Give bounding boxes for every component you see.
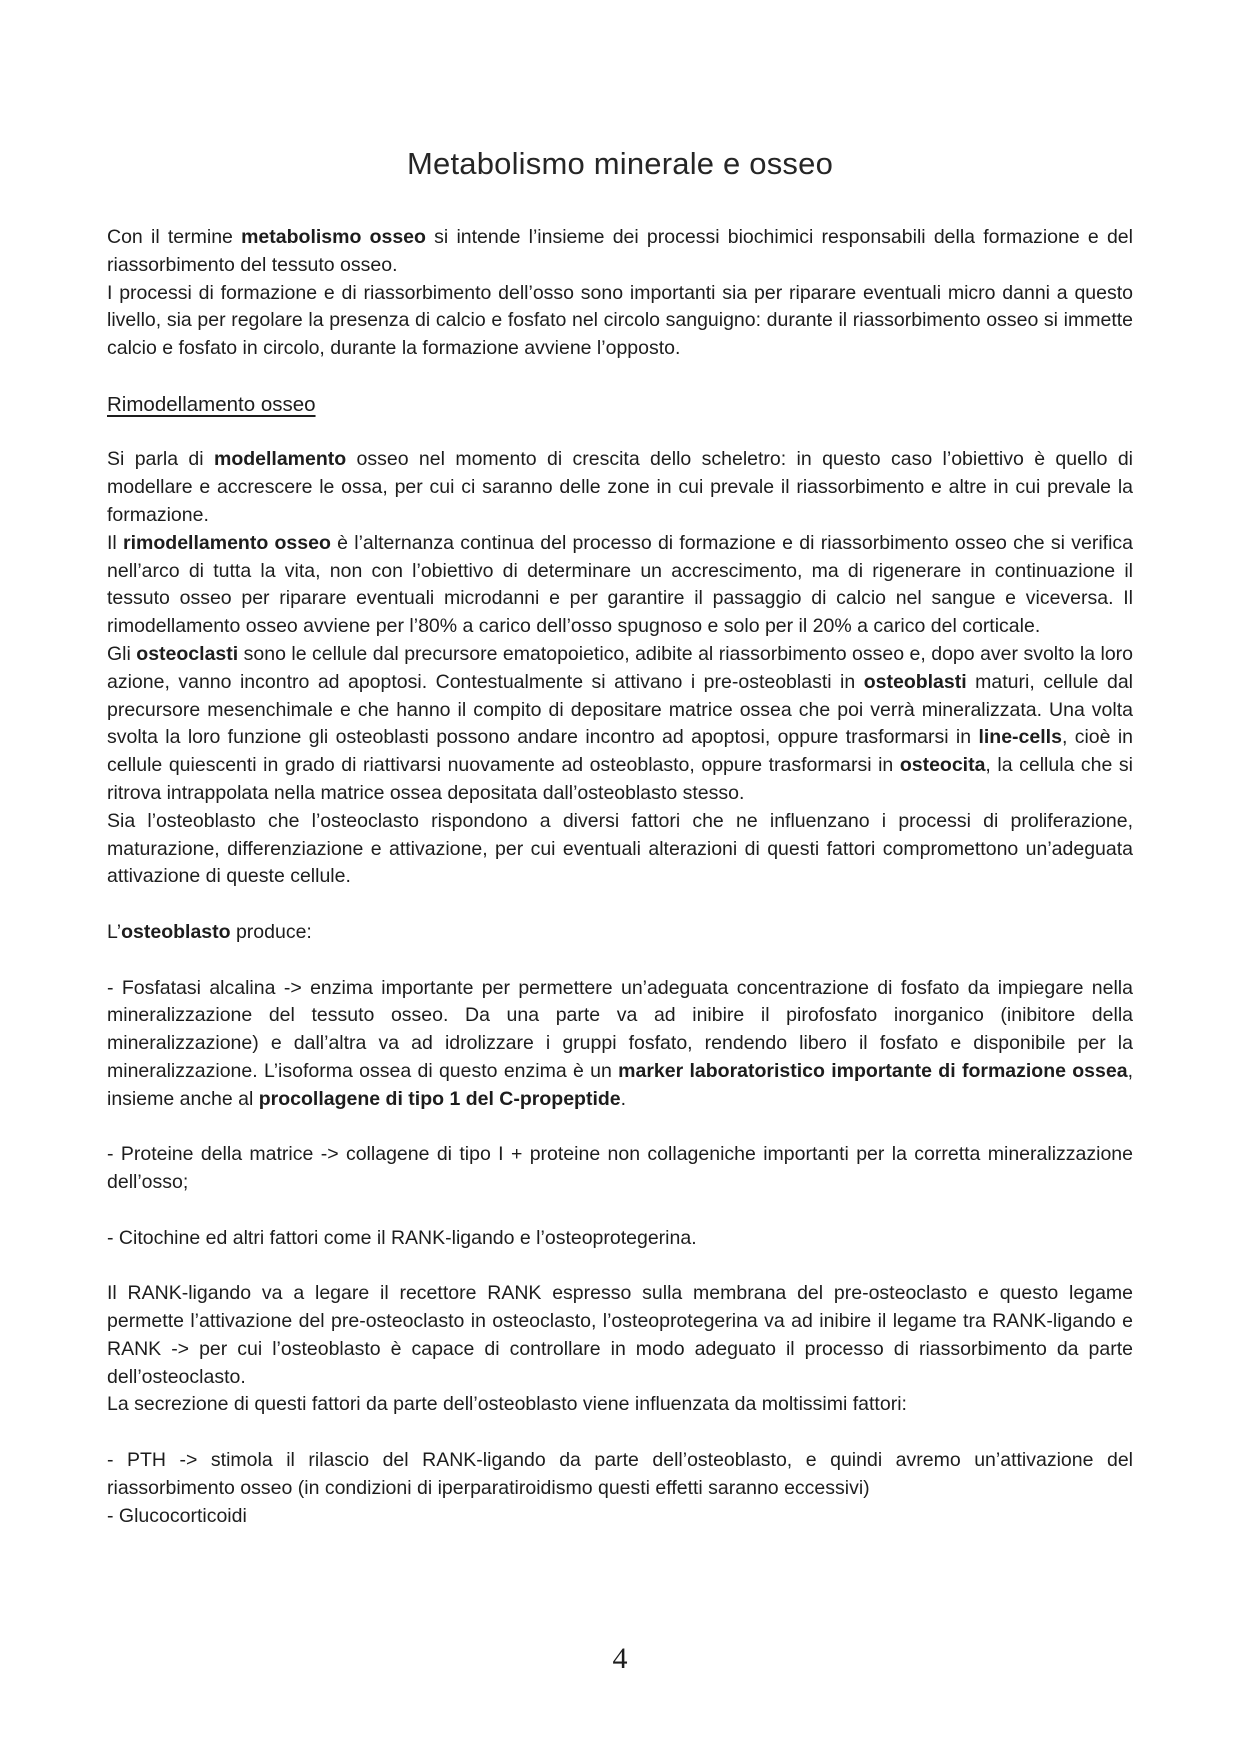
paragraph bbox=[107, 224, 1133, 280]
paragraph bbox=[107, 919, 1133, 947]
blank-line bbox=[107, 363, 1133, 391]
text-run: Sia l’osteoblasto che l’osteoclasto rispondono a diversi fattori che ne influenzano i processi di proliferazione, maturazione, differenziazione e attivazione, per cui eventuali alterazioni di questi fattori compromettono un’adeguata attivazione di queste cellule. bbox=[107, 809, 1133, 888]
paragraph bbox=[107, 641, 1133, 808]
paragraph bbox=[107, 530, 1133, 641]
blank-line bbox=[107, 1197, 1133, 1225]
page-title: Metabolismo minerale e osseo bbox=[406, 146, 834, 181]
text-run: maturi, cellule dal precursore mesenchimale e che hanno il compito di depositare matrice ossea che poi verrà mineralizzata. Una volta svolta la loro funzione gli osteoblasti possono andare incontro ad apoptosi, oppure trasformarsi in bbox=[107, 670, 1133, 749]
text-run: marker laboratoristico importante di formazione ossea bbox=[618, 1059, 1128, 1082]
text-run: , insieme anche al bbox=[107, 1059, 1133, 1110]
text-run: Il bbox=[107, 531, 124, 554]
blank-line bbox=[107, 947, 1133, 975]
text-run: osteocita bbox=[899, 754, 986, 777]
text-run: I processi di formazione e di riassorbimento dell’osso sono importanti sia per riparare eventuali micro danni a questo livello, sia per regolare la presenza di calcio e fosfato nel circolo sanguigno: durante il riassorbimento osseo si immette calcio e fosfato in circolo, durante la formazione avviene l’opposto. bbox=[107, 281, 1133, 360]
text-run: sono le cellule dal precursore ematopoietico, adibite al riassorbimento osseo e, dopo aver svolto la loro azione, vanno incontro ad apoptosi. Contestualmente si attivano i pre-osteoblasti in bbox=[107, 642, 1134, 693]
text-run: rimodellamento osseo bbox=[123, 531, 331, 554]
text-run: si intende l’insieme dei processi biochimici responsabili della formazione e del riassorbimento del tessuto osseo. bbox=[107, 226, 1133, 276]
text-run: , cioè in cellule quiescenti in grado di riattivarsi nuovamente ad osteoblasto, oppure trasformarsi in bbox=[107, 726, 1134, 777]
document-body bbox=[107, 224, 1133, 1530]
text-run: Gli bbox=[107, 642, 137, 665]
blank-line bbox=[107, 891, 1133, 919]
text-run: - Citochine ed altri fattori come il RANK-ligando e l’osteoprotegerina. bbox=[107, 1226, 697, 1249]
text-run: , la cellula che si ritrova intrappolata nella matrice ossea depositata dall’osteoblasto stesso. bbox=[107, 754, 1133, 804]
text-run: - Fosfatasi alcalina -> enzima importante per permettere un’adeguata concentrazione di fosfato da impiegare nella mineralizzazione del tessuto osseo. Da una parte va ad inibire il pirofosfato inorganico (inibitore della mineralizzazione) e dall’altra va ad idrolizzare i gruppi fosfato, rendendo libero il fosfato e disponibile per la mineralizzazione. L’isoforma ossea di questo enzima è un bbox=[107, 976, 1133, 1082]
text-run: osteoclasti bbox=[136, 642, 239, 665]
text-run: . bbox=[620, 1087, 627, 1110]
text-run: - PTH -> stimola il rilascio del RANK-ligando da parte dell’osteoblasto, e quindi avremo un’attivazione del riassorbimento osseo (in condizioni di iperparatiroidismo questi effetti saranno eccessivi) bbox=[107, 1449, 1133, 1499]
blank-line bbox=[107, 1252, 1133, 1280]
text-run: L’ bbox=[107, 920, 122, 943]
text-run: osseo nel momento di crescita dello scheletro: in questo caso l’obiettivo è quello di modellare e accrescere le ossa, per cui ci saranno delle zone in cui prevale il riassorbimento e altre in cui prevale la formazione. bbox=[107, 448, 1133, 526]
blank-line bbox=[107, 419, 1133, 447]
page-number: 4 bbox=[612, 1642, 628, 1675]
blank-line bbox=[107, 1419, 1133, 1447]
text-run: osteoblasti bbox=[863, 670, 967, 693]
paragraph bbox=[107, 1141, 1133, 1197]
paragraph bbox=[107, 975, 1133, 1114]
blank-line bbox=[107, 1114, 1133, 1142]
text-run: Rimodellamento osseo bbox=[107, 392, 316, 416]
paragraph bbox=[107, 1225, 1133, 1253]
paragraph bbox=[107, 1447, 1133, 1503]
text-run: line-cells bbox=[978, 726, 1062, 749]
text-run: osteoblasto bbox=[121, 920, 231, 943]
paragraph bbox=[107, 446, 1133, 529]
text-run: Con il termine bbox=[107, 226, 242, 248]
text-run: produce: bbox=[230, 920, 312, 943]
text-run: - Proteine della matrice -> collagene di tipo I + proteine non collageniche importanti per la corretta mineralizzazione dell’osso; bbox=[107, 1143, 1133, 1194]
paragraph bbox=[107, 280, 1133, 363]
text-run: La secrezione di questi fattori da parte dell’osteoblasto viene influenzata da moltissimi fattori: bbox=[107, 1393, 907, 1416]
paragraph bbox=[107, 808, 1133, 891]
text-run: - Glucocorticoidi bbox=[107, 1504, 247, 1527]
text-run: Si parla di bbox=[107, 448, 214, 471]
section-heading bbox=[107, 391, 1133, 419]
paragraph bbox=[107, 1391, 1133, 1419]
paragraph bbox=[107, 1503, 1133, 1531]
text-run: Il RANK-ligando va a legare il recettore RANK espresso sulla membrana del pre-osteoclasto e questo legame permette l’attivazione del pre-osteoclasto in osteoclasto, l’osteoprotegerina va ad inibire il legame tra RANK-ligando e RANK -> per cui l’osteoblasto è capace di controllare in modo adeguato il processo di riassorbimento da parte dell’osteoclasto. bbox=[107, 1282, 1133, 1388]
text-run: modellamento bbox=[213, 448, 347, 471]
text-run: metabolismo osseo bbox=[241, 226, 426, 248]
text-run: è l’alternanza continua del processo di formazione e di riassorbimento osseo che si verifica nell’arco di tutta la vita, non con l’obiettivo di determinare un accrescimento, ma di rigenerare in continuazione il tessuto osseo per riparare eventuali microdanni e per garantire il passaggio di calcio nel sangue e viceversa. Il rimodellamento osseo avviene per l’80% a carico dell’osso spugnoso e solo per il 20% a carico del corticale. bbox=[107, 531, 1133, 638]
text-run: procollagene di tipo 1 del C-propeptide bbox=[258, 1087, 621, 1110]
paragraph bbox=[107, 1280, 1133, 1391]
